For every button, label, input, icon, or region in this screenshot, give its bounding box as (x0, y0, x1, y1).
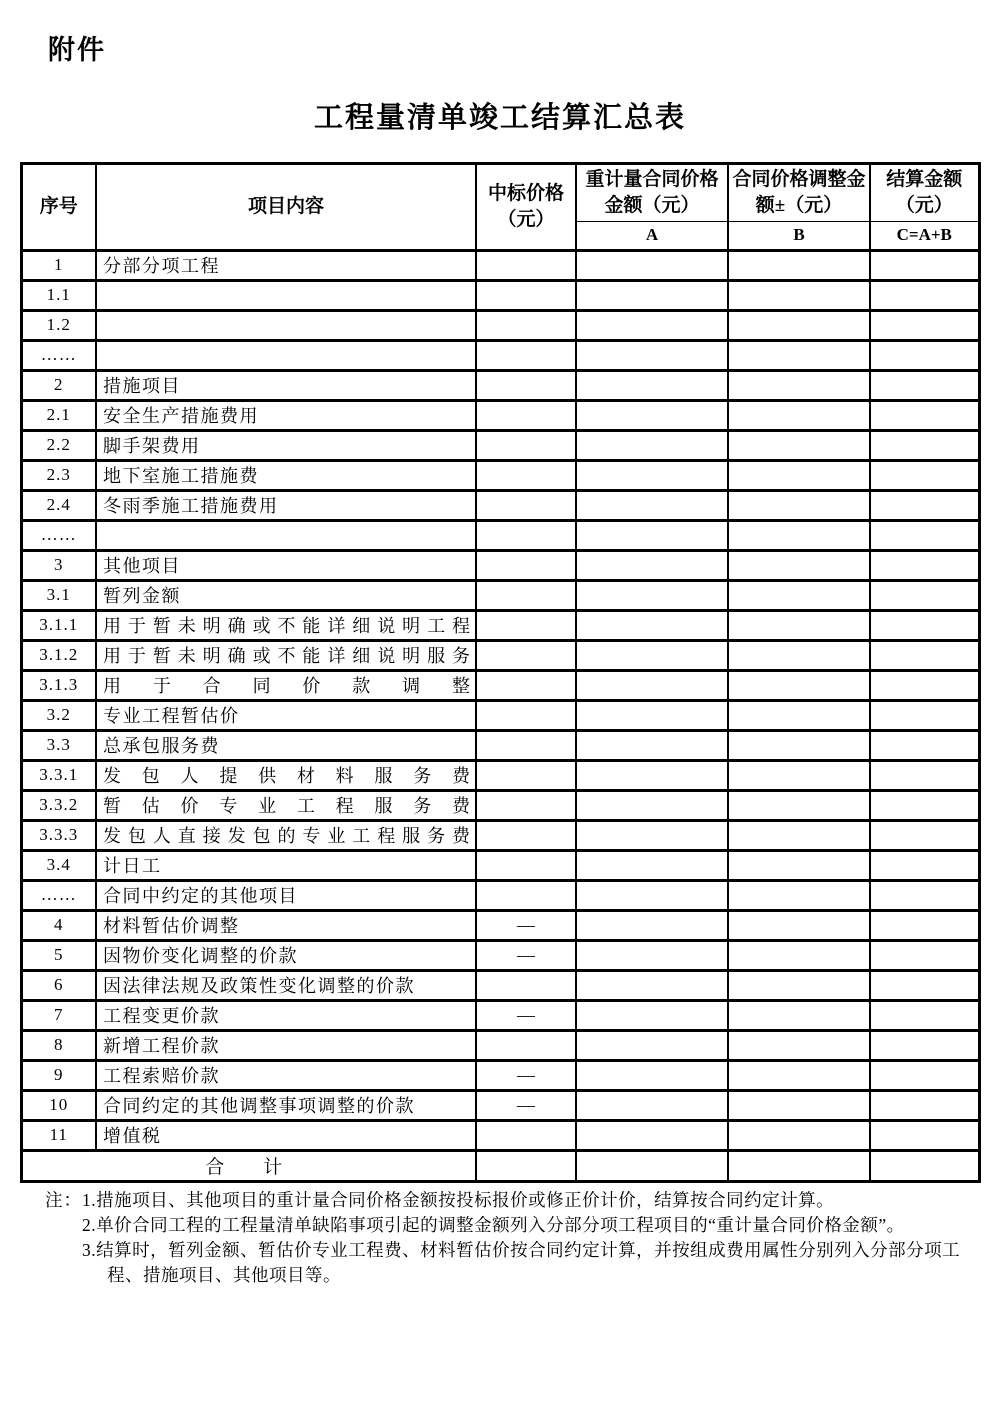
row-item-content: 发包人直接发包的专业工程服务费 (96, 820, 476, 850)
row-amount-c (870, 700, 979, 730)
row-item-content: 暂估价专业工程服务费 (96, 790, 476, 820)
table-row (21, 490, 979, 520)
row-amount-c (870, 850, 979, 880)
table-row (21, 610, 979, 640)
table-row (21, 700, 979, 730)
row-serial-no: 1.1 (21, 280, 96, 310)
row-serial-no: …… (21, 340, 96, 370)
row-amount-c (870, 550, 979, 580)
row-amount-b (728, 880, 870, 910)
row-serial-no: 3.1.1 (21, 610, 96, 640)
row-amount-a (576, 550, 728, 580)
row-amount-c (870, 1120, 979, 1150)
row-amount-b (728, 790, 870, 820)
row-amount-a (576, 850, 728, 880)
row-amount-a (576, 910, 728, 940)
row-amount-a (576, 280, 728, 310)
row-amount-c (870, 310, 979, 340)
row-serial-no: 3.1.2 (21, 640, 96, 670)
row-amount-a (576, 310, 728, 340)
row-amount-c (870, 370, 979, 400)
note-text-1: 1.措施项目、其他项目的重计量合同价格金额按投标报价或修正价计价，结算按合同约定计算。 (82, 1189, 835, 1210)
row-item-content: 专业工程暂估价 (96, 700, 476, 730)
table-header (21, 164, 979, 251)
row-amount-a (576, 760, 728, 790)
row-item-content: 新增工程价款 (96, 1030, 476, 1060)
row-amount-b (728, 610, 870, 640)
row-item-content: 用于合同价款调整 (96, 670, 476, 700)
row-amount-a (576, 820, 728, 850)
row-serial-no: 4 (21, 910, 96, 940)
row-amount-c (870, 640, 979, 670)
row-amount-b (728, 1060, 870, 1090)
row-serial-no: 11 (21, 1120, 96, 1150)
row-serial-no: 8 (21, 1030, 96, 1060)
col-subheader-c: C=A+B (870, 222, 979, 251)
row-serial-no: 3.1.3 (21, 670, 96, 700)
row-bid-price (476, 1030, 576, 1060)
table-body (21, 250, 979, 1150)
row-amount-b (728, 670, 870, 700)
row-amount-c (870, 460, 979, 490)
header-row-main (21, 164, 979, 222)
table-row (21, 280, 979, 310)
row-amount-b (728, 850, 870, 880)
row-amount-a (576, 520, 728, 550)
row-serial-no: 3.1 (21, 580, 96, 610)
notes-section (22, 1188, 977, 1288)
row-amount-b (728, 250, 870, 280)
table-row (21, 850, 979, 880)
row-amount-c (870, 820, 979, 850)
row-item-content: 合同中约定的其他项目 (96, 880, 476, 910)
page-title: 工程量清单竣工结算汇总表 (313, 102, 686, 134)
row-serial-no: 7 (21, 1000, 96, 1030)
row-item-content: 因物价变化调整的价款 (96, 940, 476, 970)
row-serial-no: 2.2 (21, 430, 96, 460)
total-label: 合 计 (21, 1150, 476, 1181)
row-bid-price (476, 490, 576, 520)
row-serial-no: 9 (21, 1060, 96, 1090)
row-bid-price: — (476, 1000, 576, 1030)
row-serial-no: 3 (21, 550, 96, 580)
row-amount-c (870, 1090, 979, 1120)
row-item-content: 措施项目 (96, 370, 476, 400)
row-serial-no: 2.3 (21, 460, 96, 490)
table-row (21, 1090, 979, 1120)
col-header-settlement-amount: 结算金额（元） (870, 164, 979, 222)
row-bid-price (476, 310, 576, 340)
note-text-2: 2.单价合同工程的工程量清单缺陷事项引起的调整金额列入分部分项工程项目的“重计量合同价格金额”。 (82, 1214, 905, 1235)
row-amount-c (870, 250, 979, 280)
total-amount-b-cell (728, 1150, 870, 1181)
row-item-content: 工程索赔价款 (96, 1060, 476, 1090)
table-row (21, 250, 979, 280)
row-amount-a (576, 370, 728, 400)
row-amount-a (576, 640, 728, 670)
table-row (21, 460, 979, 490)
row-serial-no: 2.4 (21, 490, 96, 520)
row-item-content: 安全生产措施费用 (96, 400, 476, 430)
row-amount-a (576, 1000, 728, 1030)
table-row (21, 790, 979, 820)
row-bid-price: — (476, 1060, 576, 1090)
row-bid-price: — (476, 910, 576, 940)
row-bid-price (476, 280, 576, 310)
row-amount-b (728, 640, 870, 670)
row-amount-b (728, 280, 870, 310)
row-amount-a (576, 970, 728, 1000)
row-item-content (96, 340, 476, 370)
row-bid-price (476, 340, 576, 370)
row-bid-price (476, 670, 576, 700)
table-row (21, 550, 979, 580)
row-amount-c (870, 1030, 979, 1060)
row-amount-a (576, 430, 728, 460)
row-serial-no: 1 (21, 250, 96, 280)
row-item-content: 发包人提供材料服务费 (96, 760, 476, 790)
row-amount-a (576, 1030, 728, 1060)
row-item-content: 因法律法规及政策性变化调整的价款 (96, 970, 476, 1000)
row-amount-a (576, 1120, 728, 1150)
table-row (21, 880, 979, 910)
total-amount-a-cell (576, 1150, 728, 1181)
row-item-content: 合同约定的其他调整事项调整的价款 (96, 1090, 476, 1120)
col-header-item-content: 项目内容 (96, 164, 476, 251)
table-row (21, 1000, 979, 1030)
table-row (21, 520, 979, 550)
row-bid-price: — (476, 1090, 576, 1120)
table-footer (21, 1150, 979, 1181)
row-amount-b (728, 340, 870, 370)
row-amount-b (728, 970, 870, 1000)
row-item-content (96, 310, 476, 340)
row-amount-b (728, 520, 870, 550)
row-item-content: 其他项目 (96, 550, 476, 580)
row-amount-a (576, 790, 728, 820)
row-item-content: 用于暂未明确或不能详细说明工程 (96, 610, 476, 640)
row-amount-b (728, 820, 870, 850)
row-amount-a (576, 460, 728, 490)
row-bid-price: — (476, 940, 576, 970)
row-serial-no: 3.3.1 (21, 760, 96, 790)
row-bid-price (476, 520, 576, 550)
row-amount-b (728, 760, 870, 790)
row-amount-c (870, 610, 979, 640)
row-bid-price (476, 550, 576, 580)
row-amount-c (870, 760, 979, 790)
table-row (21, 670, 979, 700)
row-amount-b (728, 550, 870, 580)
row-amount-c (870, 970, 979, 1000)
row-amount-b (728, 1120, 870, 1150)
row-serial-no: 2 (21, 370, 96, 400)
row-amount-b (728, 940, 870, 970)
row-amount-a (576, 670, 728, 700)
row-item-content: 计日工 (96, 850, 476, 880)
row-amount-a (576, 1060, 728, 1090)
table-row (21, 760, 979, 790)
row-amount-a (576, 490, 728, 520)
table-row (21, 310, 979, 340)
row-serial-no: …… (21, 880, 96, 910)
row-item-content (96, 280, 476, 310)
row-item-content: 用于暂未明确或不能详细说明服务 (96, 640, 476, 670)
row-bid-price (476, 580, 576, 610)
row-bid-price (476, 700, 576, 730)
row-bid-price (476, 820, 576, 850)
row-amount-c (870, 1000, 979, 1030)
row-amount-c (870, 580, 979, 610)
row-item-content: 材料暂估价调整 (96, 910, 476, 940)
row-bid-price (476, 460, 576, 490)
row-amount-a (576, 1090, 728, 1120)
row-amount-a (576, 340, 728, 370)
row-item-content: 分部分项工程 (96, 250, 476, 280)
row-serial-no: 1.2 (21, 310, 96, 340)
total-bid-price-cell (476, 1150, 576, 1181)
row-amount-c (870, 520, 979, 550)
total-row (21, 1150, 979, 1181)
row-serial-no: 2.1 (21, 400, 96, 430)
col-header-bid-price: 中标价格（元） (476, 164, 576, 251)
total-amount-c-cell (870, 1150, 979, 1181)
row-amount-c (870, 280, 979, 310)
settlement-summary-table (20, 162, 981, 1183)
row-amount-b (728, 700, 870, 730)
row-amount-b (728, 490, 870, 520)
row-amount-a (576, 730, 728, 760)
row-amount-c (870, 1060, 979, 1090)
note-line-1 (22, 1188, 977, 1213)
note-text-3: 3.结算时，暂列金额、暂估价专业工程费、材料暂估价按合同约定计算，并按组成费用属性分别列入分部分项工程、措施项目、其他项目等。 (82, 1239, 961, 1285)
row-bid-price (476, 370, 576, 400)
col-header-remeasured-amount: 重计量合同价格金额（元） (576, 164, 728, 222)
col-header-price-adjustment: 合同价格调整金额±（元） (728, 164, 870, 222)
row-amount-c (870, 790, 979, 820)
row-amount-b (728, 460, 870, 490)
row-serial-no: 3.2 (21, 700, 96, 730)
table-row (21, 430, 979, 460)
row-item-content: 地下室施工措施费 (96, 460, 476, 490)
table-row (21, 370, 979, 400)
table-row (21, 580, 979, 610)
row-serial-no: …… (21, 520, 96, 550)
row-serial-no: 3.3.3 (21, 820, 96, 850)
row-serial-no: 3.3 (21, 730, 96, 760)
row-bid-price (476, 1120, 576, 1150)
row-amount-a (576, 610, 728, 640)
row-amount-c (870, 340, 979, 370)
notes-prefix: 注： (45, 1189, 82, 1210)
row-amount-c (870, 400, 979, 430)
row-bid-price (476, 640, 576, 670)
row-item-content: 总承包服务费 (96, 730, 476, 760)
col-subheader-a: A (576, 222, 728, 251)
row-amount-b (728, 430, 870, 460)
row-amount-c (870, 940, 979, 970)
row-amount-b (728, 400, 870, 430)
row-bid-price (476, 760, 576, 790)
row-item-content: 暂列金额 (96, 580, 476, 610)
row-serial-no: 6 (21, 970, 96, 1000)
table-row (21, 730, 979, 760)
row-amount-b (728, 1090, 870, 1120)
row-bid-price (476, 400, 576, 430)
row-amount-a (576, 700, 728, 730)
row-amount-c (870, 880, 979, 910)
table-row (21, 940, 979, 970)
row-amount-b (728, 910, 870, 940)
row-bid-price (476, 610, 576, 640)
row-amount-a (576, 940, 728, 970)
row-amount-b (728, 730, 870, 760)
row-amount-c (870, 670, 979, 700)
col-header-serial-no: 序号 (21, 164, 96, 251)
table-row (21, 820, 979, 850)
table-row (21, 1120, 979, 1150)
row-amount-a (576, 250, 728, 280)
table-row (21, 1060, 979, 1090)
row-bid-price (476, 250, 576, 280)
table-row (21, 910, 979, 940)
note-line-3 (22, 1238, 977, 1288)
row-item-content (96, 520, 476, 550)
col-subheader-b: B (728, 222, 870, 251)
row-amount-a (576, 880, 728, 910)
row-bid-price (476, 730, 576, 760)
row-item-content: 增值税 (96, 1120, 476, 1150)
row-bid-price (476, 850, 576, 880)
table-row (21, 400, 979, 430)
table-row (21, 1030, 979, 1060)
row-amount-a (576, 400, 728, 430)
table-row (21, 640, 979, 670)
row-serial-no: 5 (21, 940, 96, 970)
row-amount-a (576, 580, 728, 610)
row-item-content: 冬雨季施工措施费用 (96, 490, 476, 520)
table-row (21, 340, 979, 370)
row-amount-b (728, 310, 870, 340)
row-amount-b (728, 1000, 870, 1030)
row-item-content: 脚手架费用 (96, 430, 476, 460)
row-bid-price (476, 880, 576, 910)
row-amount-c (870, 730, 979, 760)
row-bid-price (476, 430, 576, 460)
row-bid-price (476, 970, 576, 1000)
row-amount-b (728, 1030, 870, 1060)
table-row (21, 970, 979, 1000)
row-serial-no: 3.3.2 (21, 790, 96, 820)
row-item-content: 工程变更价款 (96, 1000, 476, 1030)
row-amount-c (870, 430, 979, 460)
row-amount-b (728, 580, 870, 610)
row-amount-c (870, 910, 979, 940)
attachment-label: 附件 (48, 35, 106, 65)
row-amount-c (870, 490, 979, 520)
row-bid-price (476, 790, 576, 820)
row-amount-b (728, 370, 870, 400)
row-serial-no: 10 (21, 1090, 96, 1120)
row-serial-no: 3.4 (21, 850, 96, 880)
note-line-2 (22, 1213, 977, 1238)
